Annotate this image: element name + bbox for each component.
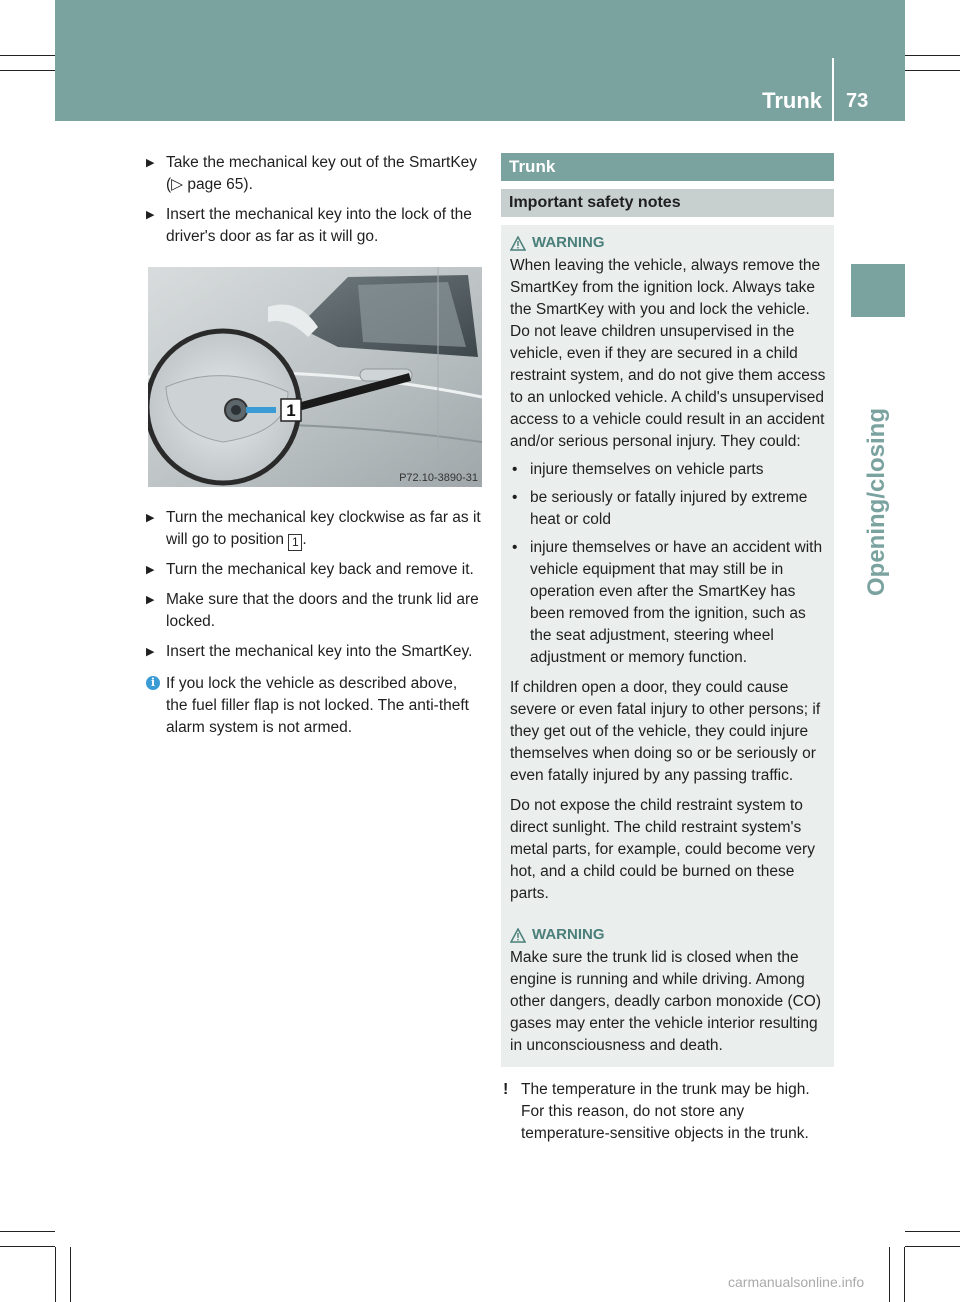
info-note — [146, 673, 482, 739]
arrow-right-icon: ▶ — [146, 512, 155, 524]
step-text-suffix: . — [302, 531, 307, 548]
info-text: If you lock the vehicle as described above, the fuel filler flap is not locked. The anti-theft alarm system is not armed. — [166, 675, 469, 736]
bullet-icon: • — [512, 539, 518, 556]
list-item — [510, 487, 827, 531]
warning-header — [510, 923, 827, 947]
crop-mark — [905, 55, 960, 56]
figure-caption: P72.10-3890-31 — [399, 472, 478, 484]
position-marker: 1 — [288, 534, 302, 551]
list-item — [510, 537, 827, 669]
page-number: 73 — [846, 90, 869, 112]
caution-note — [501, 1079, 834, 1145]
step-item — [146, 641, 482, 663]
list-item-text: injure themselves or have an accident with vehicle equipment that may still be in operation even after the SmartKey has been removed from the ignition, such as the seat adjustment, steering wheel adjustment or memory function. — [530, 539, 823, 666]
crop-mark — [0, 1231, 55, 1232]
bullet-icon: • — [512, 489, 518, 506]
warning-box — [501, 225, 834, 915]
figure-callout: 1 — [286, 401, 296, 420]
arrow-right-icon: ▶ — [146, 157, 155, 169]
warning-text: When leaving the vehicle, always remove the SmartKey from the ignition lock. Always take the SmartKey with you and lock the vehicle. Do not leave children unsupervised in the vehicle, even if they are secured in a child restraint system, and do not give them access to an unlocked vehicle. A child's unsupervised access to a vehicle could result in an accident and/or serious personal injury. They could: — [510, 257, 826, 450]
warning-text: Do not expose the child restraint system to direct sunlight. The child restraint system's metal parts, for example, could become very hot, and a child could be burned on these parts. — [510, 797, 815, 902]
list-item-text: injure themselves on vehicle parts — [530, 461, 764, 478]
info-icon: i — [146, 676, 160, 690]
warning-header — [510, 231, 827, 255]
crop-mark — [0, 55, 55, 56]
warning-triangle-icon — [510, 928, 526, 943]
warning-text: Make sure the trunk lid is closed when the engine is running and while driving. Among other dangers, deadly carbon monoxide (CO) gases may enter the vehicle interior resulting in unconsciousness and death. — [510, 949, 822, 1054]
step-item — [146, 152, 482, 196]
exclamation-icon: ! — [503, 1081, 509, 1098]
crop-mark — [905, 1231, 960, 1232]
warning-label: WARNING — [532, 926, 605, 943]
chapter-label-text: Opening/closing — [863, 407, 890, 596]
list-item — [510, 459, 827, 481]
chapter-tab — [851, 264, 905, 317]
step-text: Turn the mechanical key clockwise as far as it will go to position — [166, 509, 481, 548]
step-text: Turn the mechanical key back and remove it. — [166, 561, 474, 578]
door-lock-figure — [148, 267, 482, 487]
car-door-illustration — [148, 267, 482, 487]
header-divider — [832, 58, 834, 121]
left-column — [146, 152, 482, 739]
crop-mark — [70, 1247, 71, 1302]
crop-mark — [904, 1247, 905, 1302]
subsection-title: Important safety notes — [501, 189, 834, 217]
step-item — [146, 589, 482, 633]
header-title: Trunk — [762, 88, 822, 113]
warning-box — [501, 915, 834, 1067]
step-item — [146, 204, 482, 248]
note-text: The temperature in the trunk may be high. For this reason, do not store any temperature-sensitive objects in the trunk. — [521, 1081, 810, 1142]
warning-text: If children open a door, they could cause severe or even fatal injury to other persons; if they get out of the vehicle, they could injure themselves when doing so or be seriously or even fatally injured by any passing traffic. — [510, 679, 821, 784]
step-text: Insert the mechanical key into the lock of the driver's door as far as it will go. — [166, 206, 472, 245]
crop-mark — [905, 70, 960, 71]
crop-mark — [0, 70, 55, 71]
step-item — [146, 559, 482, 581]
step-text: Take the mechanical key out of the SmartKey (▷ page 65). — [166, 154, 478, 193]
arrow-right-icon: ▶ — [146, 209, 155, 221]
crop-mark — [55, 1247, 56, 1302]
step-item — [146, 507, 482, 551]
crop-mark — [905, 1246, 960, 1247]
arrow-right-icon: ▶ — [146, 564, 155, 576]
step-text: Insert the mechanical key into the SmartKey. — [166, 643, 473, 660]
crop-mark — [889, 1247, 890, 1302]
footer-watermark: carmanualsonline.info — [728, 1274, 865, 1290]
step-text: Make sure that the doors and the trunk lid are locked. — [166, 591, 479, 630]
bullet-icon: • — [512, 461, 518, 478]
warning-triangle-icon — [510, 236, 526, 251]
arrow-right-icon: ▶ — [146, 594, 155, 606]
warning-label: WARNING — [532, 234, 605, 251]
crop-mark — [0, 1246, 55, 1247]
arrow-right-icon: ▶ — [146, 646, 155, 658]
list-item-text: be seriously or fatally injured by extreme heat or cold — [530, 489, 808, 528]
right-column — [501, 153, 834, 1145]
section-title: Trunk — [501, 153, 834, 181]
